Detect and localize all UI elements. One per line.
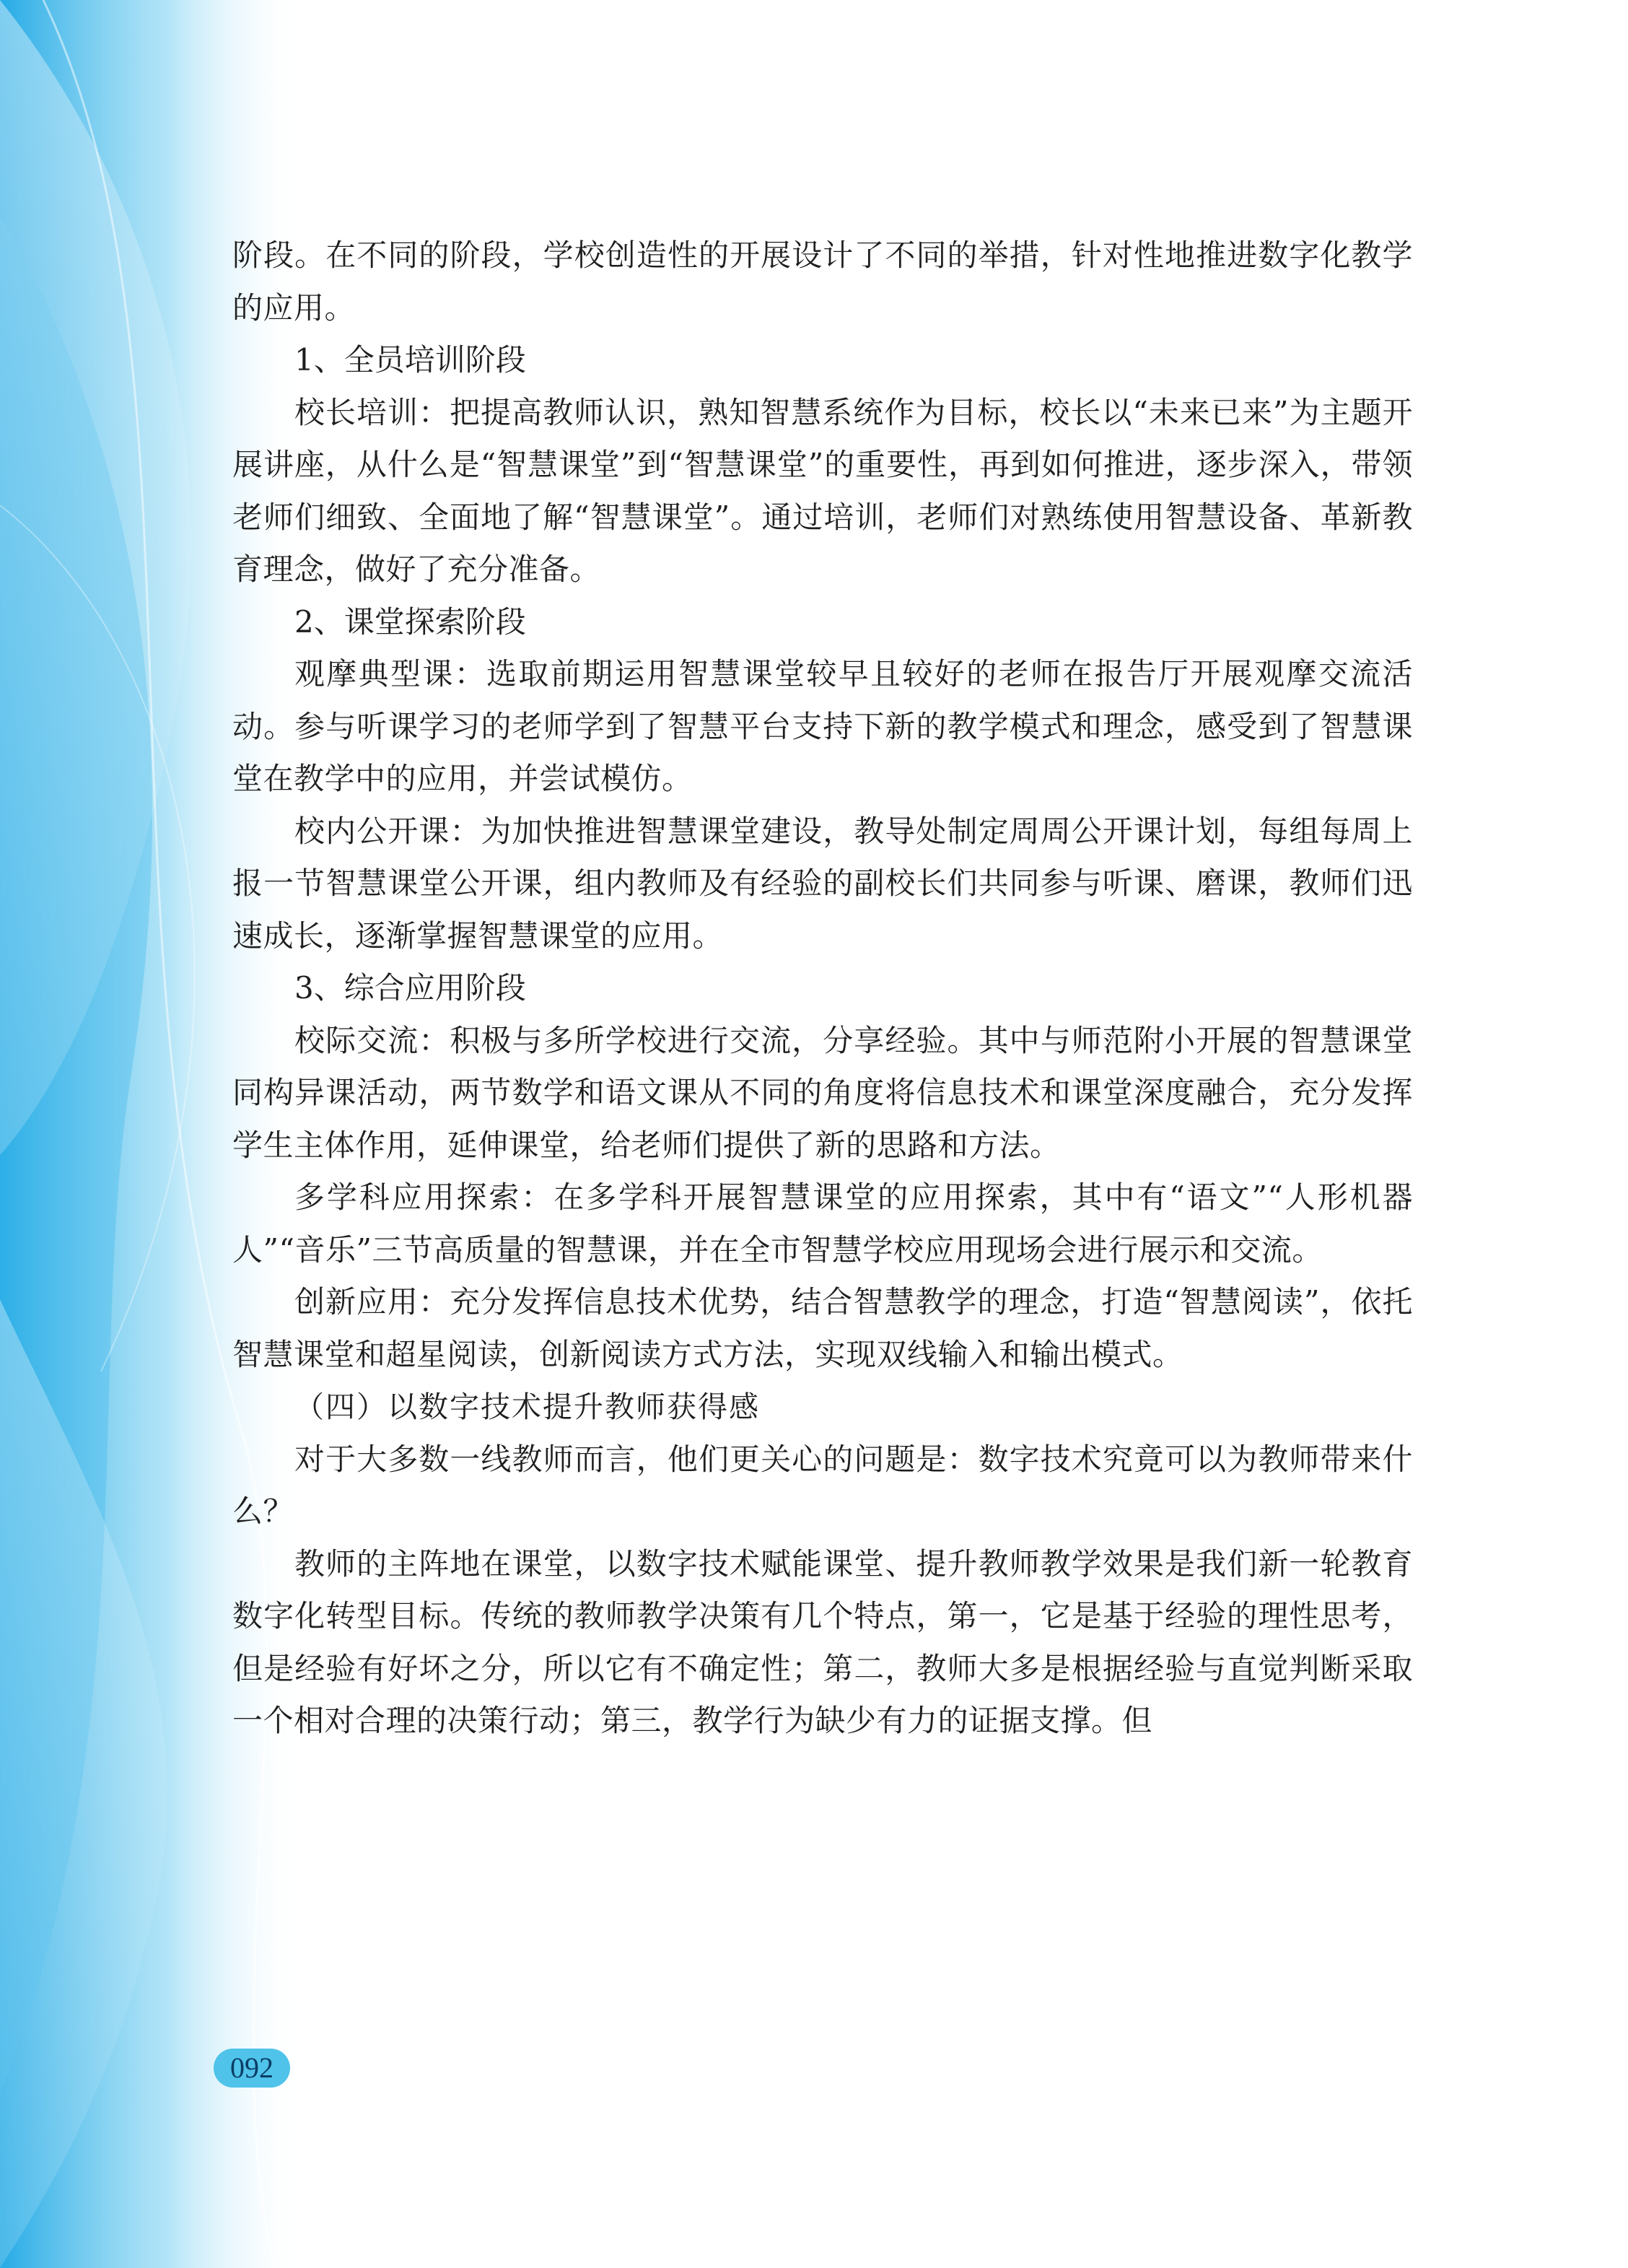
page-content: [232, 230, 1413, 1748]
paragraph: 校际交流：积极与多所学校进行交流，分享经验。其中与师范附小开展的智慧课堂同构异课活动，两节数学和语文课从不同的角度将信息技术和课堂深度融合，充分发挥学生主体作用，延伸课堂，给老师们提供了新的思路和方法。: [232, 1022, 1413, 1163]
paragraph: 多学科应用探索：在多学科开展智慧课堂的应用探索，其中有“语文”“人形机器人”“音乐”三节高质量的智慧课，并在全市智慧学校应用现场会进行展示和交流。: [232, 1179, 1413, 1268]
paragraph: 教师的主阵地在课堂，以数字技术赋能课堂、提升教师教学效果是我们新一轮教育数字化转型目标。传统的教师教学决策有几个特点，第一，它是基于经验的理性思考，但是经验有好坏之分，所以它有不确定性；第二，教师大多是根据经验与直觉判断采取一个相对合理的决策行动；第三，教学行为缺少有力的证据支撑。但: [232, 1545, 1413, 1738]
subsection-heading: 3、综合应用阶段: [294, 970, 526, 1006]
paragraph: 对于大多数一线教师而言，他们更关心的问题是：数字技术究竟可以为教师带来什么？: [232, 1441, 1413, 1529]
paragraph: 观摩典型课：选取前期运用智慧课堂较早且较好的老师在报告厅开展观摩交流活动。参与听课学习的老师学到了智慧平台支持下新的教学模式和理念，感受到了智慧课堂在教学中的应用，并尝试模仿。: [232, 656, 1413, 796]
paragraph: 校内公开课：为加快推进智慧课堂建设，教导处制定周周公开课计划，每组每周上报一节智慧课堂公开课，组内教师及有经验的副校长们共同参与听课、磨课，教师们迅速成长，逐渐掌握智慧课堂的应用。: [232, 813, 1413, 954]
subsection-heading: 2、课堂探索阶段: [294, 603, 526, 640]
subsection-heading: 1、全员培训阶段: [294, 342, 526, 378]
section-heading: （四）以数字技术提升教师获得感: [294, 1390, 760, 1424]
paragraph: 阶段。在不同的阶段，学校创造性的开展设计了不同的举措，针对性地推进数字化教学的应用。: [232, 237, 1413, 326]
paragraph: 创新应用：充分发挥信息技术优势，结合智慧教学的理念，打造“智慧阅读”，依托智慧课堂和超星阅读，创新阅读方式方法，实现双线输入和输出模式。: [232, 1284, 1413, 1372]
page-number-badge: 092: [214, 2049, 290, 2088]
paragraph: 校长培训：把提高教师认识，熟知智慧系统作为目标，校长以“未来已来”为主题开展讲座，从什么是“智慧课堂”到“智慧课堂”的重要性，再到如何推进，逐步深入，带领老师们细致、全面地了解“智慧课堂”。通过培训，老师们对熟练使用智慧设备、革新教育理念，做好了充分准备。: [232, 394, 1413, 587]
